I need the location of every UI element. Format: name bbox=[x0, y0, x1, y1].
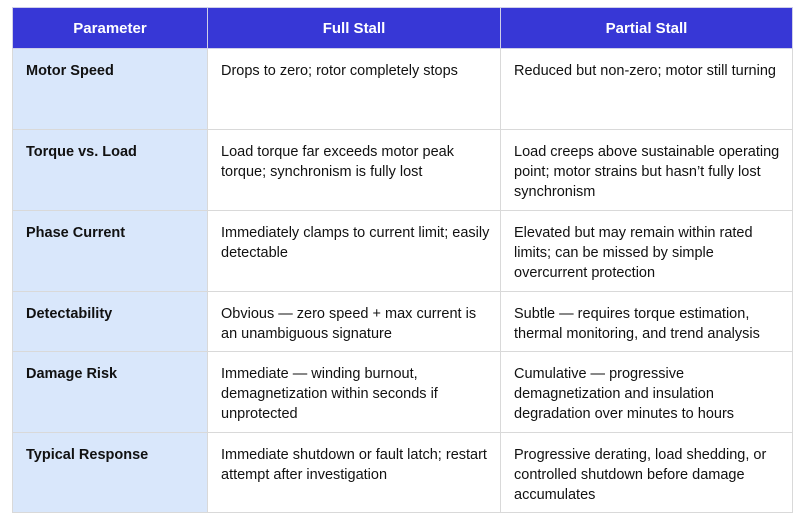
row-partial-stall: Reduced but non-zero; motor still turning bbox=[501, 49, 793, 130]
table-row bbox=[13, 433, 793, 513]
row-full-stall: Immediate shutdown or fault latch; restart attempt after investigation bbox=[208, 433, 501, 513]
stall-comparison-table bbox=[12, 7, 793, 513]
table-row bbox=[13, 211, 793, 292]
table-header-row bbox=[13, 8, 793, 49]
table-row bbox=[13, 130, 793, 211]
row-partial-stall: Cumulative — progressive demagnetization and insulation degradation over minutes to hours bbox=[501, 352, 793, 433]
header-partial-stall: Partial Stall bbox=[501, 8, 793, 49]
row-parameter: Typical Response bbox=[13, 433, 208, 513]
row-parameter: Phase Current bbox=[13, 211, 208, 292]
row-partial-stall: Subtle — requires torque estimation, thermal monitoring, and trend analysis bbox=[501, 292, 793, 352]
row-partial-stall: Elevated but may remain within rated limits; can be missed by simple overcurrent protection bbox=[501, 211, 793, 292]
header-full-stall: Full Stall bbox=[208, 8, 501, 49]
row-full-stall: Drops to zero; rotor completely stops bbox=[208, 49, 501, 130]
header-parameter: Parameter bbox=[13, 8, 208, 49]
row-parameter: Detectability bbox=[13, 292, 208, 352]
table-row bbox=[13, 49, 793, 130]
row-partial-stall: Progressive derating, load shedding, or controlled shutdown before damage accumulates bbox=[501, 433, 793, 513]
row-full-stall: Immediate — winding burnout, demagnetization within seconds if unprotected bbox=[208, 352, 501, 433]
row-parameter: Motor Speed bbox=[13, 49, 208, 130]
row-parameter: Torque vs. Load bbox=[13, 130, 208, 211]
row-parameter: Damage Risk bbox=[13, 352, 208, 433]
row-partial-stall: Load creeps above sustainable operating point; motor strains but hasn’t fully lost synchronism bbox=[501, 130, 793, 211]
row-full-stall: Load torque far exceeds motor peak torque; synchronism is fully lost bbox=[208, 130, 501, 211]
row-full-stall: Immediately clamps to current limit; easily detectable bbox=[208, 211, 501, 292]
comparison-table-container bbox=[12, 7, 792, 513]
row-full-stall: Obvious — zero speed + max current is an unambiguous signature bbox=[208, 292, 501, 352]
table-row bbox=[13, 292, 793, 352]
table-row bbox=[13, 352, 793, 433]
